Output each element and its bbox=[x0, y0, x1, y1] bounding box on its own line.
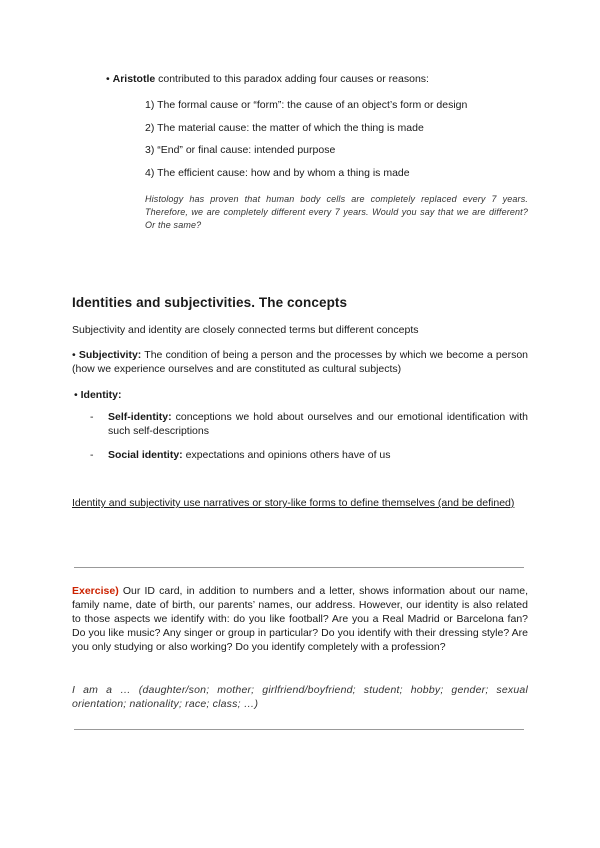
social-identity-text bbox=[108, 448, 528, 462]
cause-3: 3) “End” or final cause: intended purpose bbox=[145, 144, 336, 156]
self-identity-text bbox=[108, 410, 528, 438]
bullet-glyph: • bbox=[106, 73, 110, 85]
cause-4: 4) The efficient cause: how and by whom a thing is made bbox=[145, 167, 410, 179]
bullet-glyph: • bbox=[72, 349, 76, 361]
dash-marker: - bbox=[90, 449, 94, 461]
aristotle-bullet bbox=[106, 72, 506, 86]
cause-2: 2) The material cause: the matter of which the thing is made bbox=[145, 122, 424, 134]
identity-label: Identity: bbox=[80, 389, 122, 401]
divider-top bbox=[74, 567, 524, 568]
aristotle-intro: contributed to this paradox adding four causes or reasons: bbox=[155, 73, 429, 85]
social-identity-desc: expectations and opinions others have of us bbox=[182, 449, 391, 461]
exercise-paragraph bbox=[72, 584, 528, 654]
exercise-label: Exercise) bbox=[72, 585, 119, 597]
subjectivity-label: Subjectivity: bbox=[78, 349, 142, 361]
narratives-statement: Identity and subjectivity use narratives or story-like forms to define themselves (and be defined) bbox=[72, 497, 515, 509]
social-identity-label: Social identity: bbox=[108, 449, 183, 461]
histology-note: Histology has proven that human body cells are completely replaced every 7 years. Therefore, we are completely different every 7 years. Would you say that we are different? Or the same? bbox=[145, 194, 528, 230]
bullet-glyph: • bbox=[74, 389, 78, 401]
self-identity-desc: conceptions we hold about ourselves and our emotional identification with such self-descriptions bbox=[108, 411, 528, 437]
aristotle-name: Aristotle bbox=[112, 73, 156, 85]
subjectivity-text: The condition of being a person and the processes by which we become a person (how we experience ourselves and are constituted as cultural subjects) bbox=[72, 349, 528, 375]
identity-heading bbox=[74, 388, 121, 402]
section-lead: Subjectivity and identity are closely connected terms but different concepts bbox=[72, 324, 419, 336]
section-title: Identities and subjectivities. The concepts bbox=[72, 295, 348, 310]
exercise-text: Our ID card, in addition to numbers and a letter, shows information about our name, family name, date of birth, our parents’ names, our address. However, our identity is also related to those aspects we identify with: do you like football? Are you a Real Madrid or Barcelona fan? Do you like music? Any singer or group in particular? Do you identify with their dressing style? Are you only studying or also working? Do you identify completely with a profession? bbox=[72, 585, 528, 653]
exercise-prompt: I am a … (daughter/son; mother; girlfriend/boyfriend; student; hobby; gender; sexual orientation; nationality; race; class; …) bbox=[72, 684, 528, 710]
divider-bottom bbox=[74, 729, 524, 730]
subjectivity-definition bbox=[72, 348, 528, 376]
dash-marker: - bbox=[90, 411, 94, 423]
cause-1: 1) The formal cause or “form”: the cause of an object’s form or design bbox=[145, 99, 468, 111]
self-identity-label: Self-identity: bbox=[108, 411, 172, 423]
